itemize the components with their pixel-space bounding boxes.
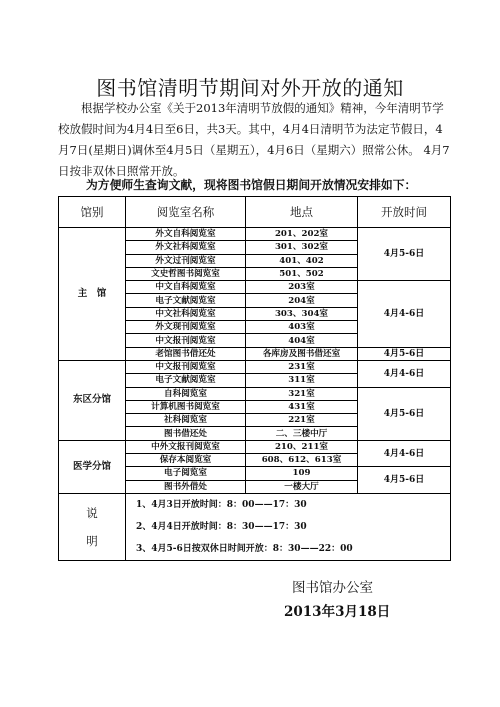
note-line: 3、4月5-6日按双休日时间开放：8：30——22：00 [136,543,353,554]
signature-date: 2013年3月18日 [284,604,391,620]
schedule-table [58,196,451,561]
room-name: 老馆图书借还处 [126,347,246,360]
room-location: 431室 [246,400,358,413]
header-location: 地点 [246,197,358,228]
schedule-intro: 为方便师生查询文献，现将图书馆假日期间开放情况安排如下： [86,178,417,192]
notice-body: 根据学校办公室《关于2013年清明节放假的通知》精神，今年清明节学校放假时间为4月4日至6日，共3天。其中，4月4日清明节为法定节假日，4月7日(星期日)调休至4月5日（星期五），4月6日（星期六）照常公休。 4月7日按非双休日照常开放。 [58,101,450,178]
room-name: 中文社科阅览室 [126,307,246,320]
room-location: 311室 [246,374,358,387]
room-location: 401、402 [246,254,358,267]
room-location: 608、612、613室 [246,454,358,467]
room-name: 中文报刊阅览室 [126,360,246,373]
notes-label-text: 说 明 [86,505,121,548]
room-location: 204室 [246,294,358,307]
room-location: 404室 [246,334,358,347]
room-name: 电子文献阅览室 [126,294,246,307]
room-name: 中外文报刊阅览室 [126,440,246,453]
open-hours: 4月5-6日 [358,228,451,281]
table-header-row [59,197,451,228]
room-name: 文史哲图书阅览室 [126,267,246,280]
room-name: 中文自科阅览室 [126,281,246,294]
room-location: 501、502 [246,267,358,280]
header-room: 阅览室名称 [126,197,246,228]
room-location: 403室 [246,321,358,334]
room-location: 109 [246,467,358,480]
room-name: 外文过刊阅览室 [126,254,246,267]
room-location: 321室 [246,387,358,400]
page-title: 图书馆清明节期间对外开放的通知 [96,76,404,100]
room-location: 203室 [246,281,358,294]
signature-org: 图书馆办公室 [292,580,373,596]
room-name: 自科阅览室 [126,387,246,400]
room-name: 中文报刊阅览室 [126,334,246,347]
table-row [59,228,451,241]
open-hours: 4月5-6日 [358,347,451,360]
notes-content [126,493,451,560]
branch-name: 医学分馆 [59,440,126,493]
room-name: 社科阅览室 [126,414,246,427]
header-hours: 开放时间 [358,197,451,228]
table-row [59,360,451,373]
open-hours: 4月5-6日 [358,467,451,494]
open-hours: 4月4-6日 [358,440,451,467]
note-line: 1、4月3日开放时间：8：00——17：30 [136,499,307,510]
room-name: 电子阅览室 [126,467,246,480]
room-location: 210、211室 [246,440,358,453]
open-hours: 4月4-6日 [358,360,451,387]
branch-name: 主 馆 [59,228,126,361]
header-branch: 馆别 [59,197,126,228]
note-line: 2、4月4日开放时间：8：30——17：30 [136,521,307,532]
room-name: 外文自科阅览室 [126,228,246,241]
room-name: 图书借还处 [126,427,246,440]
room-location: 201、202室 [246,228,358,241]
room-name: 计算机图书阅览室 [126,400,246,413]
room-location: 301、302室 [246,241,358,254]
branch-name: 东区分馆 [59,360,126,440]
room-name: 电子文献阅览室 [126,374,246,387]
notes-label [59,493,126,560]
room-location: 一楼大厅 [246,480,358,493]
room-name: 外文现刊阅览室 [126,321,246,334]
schedule-body [59,228,451,494]
room-location: 各库房及图书借还室 [246,347,358,360]
room-location: 303、304室 [246,307,358,320]
room-location: 221室 [246,414,358,427]
room-location: 231室 [246,360,358,373]
room-name: 保存本阅览室 [126,454,246,467]
open-hours: 4月5-6日 [358,387,451,440]
notes-row [59,493,451,560]
room-location: 二、三楼中厅 [246,427,358,440]
room-name: 图书外借处 [126,480,246,493]
table-row [59,440,451,453]
open-hours: 4月4-6日 [358,281,451,347]
room-name: 外文社科阅览室 [126,241,246,254]
